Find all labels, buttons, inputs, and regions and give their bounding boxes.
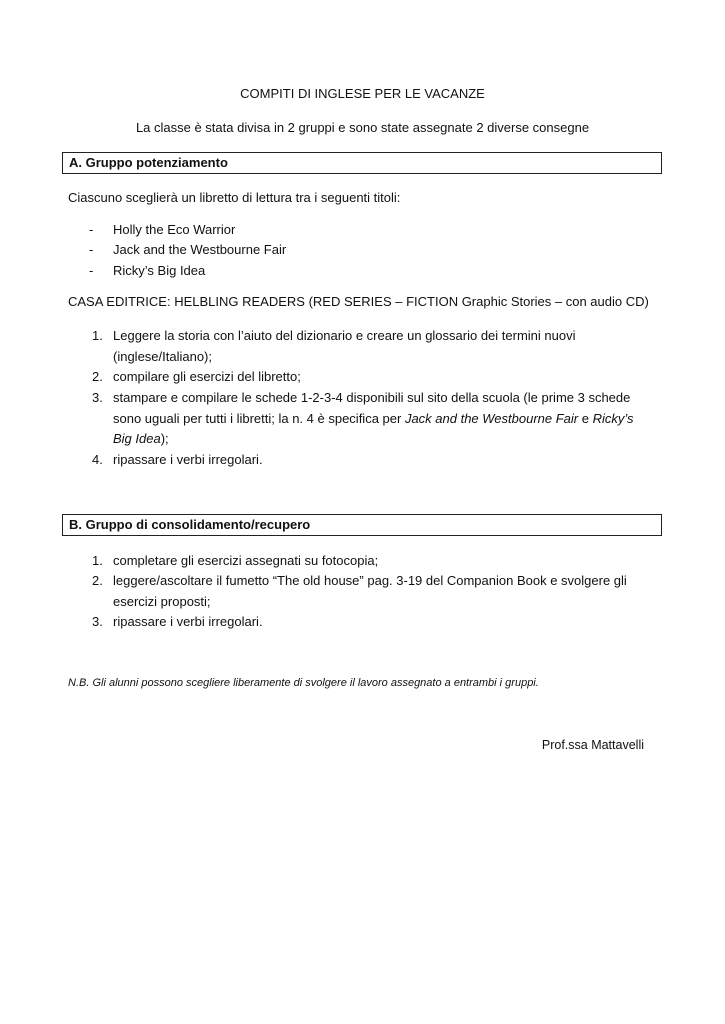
book-title-item: Holly the Eco Warrior bbox=[113, 222, 236, 237]
list-number: 1. bbox=[92, 328, 103, 343]
list-number: 3. bbox=[92, 614, 103, 629]
book-title-item: Jack and the Westbourne Fair bbox=[113, 242, 287, 257]
list-number: 1. bbox=[92, 553, 103, 568]
task-item: ripassare i verbi irregolari. bbox=[113, 614, 263, 629]
list-number: 4. bbox=[92, 452, 103, 467]
task-text: stampare e compilare le schede 1-2-3-4 disponibili sul sito della scuola (le prime 3 schede sono uguali per tutti i libretti; la n. 4 è specifica per bbox=[113, 390, 631, 426]
footnote: N.B. Gli alunni possono scegliere liberamente di svolgere il lavoro assegnato a entrambi i gruppi. bbox=[68, 677, 539, 689]
task-text: e bbox=[578, 410, 593, 426]
book-title-italic: Ricky’s Big Idea bbox=[113, 410, 634, 446]
task-item bbox=[113, 388, 648, 450]
task-item: Leggere la storia con l’aiuto del dizionario e creare un glossario dei termini nuovi (inglese/Italiano); bbox=[113, 328, 576, 364]
bullet-dash: - bbox=[89, 263, 94, 278]
task-item: ripassare i verbi irregolari. bbox=[113, 452, 263, 467]
task-text: ); bbox=[160, 431, 169, 446]
page-subtitle: La classe è stata divisa in 2 gruppi e sono state assegnate 2 diverse consegne bbox=[135, 120, 590, 135]
bullet-dash: - bbox=[89, 242, 94, 257]
list-number: 2. bbox=[92, 369, 103, 384]
page-title: COMPITI DI INGLESE PER LE VACANZE bbox=[240, 86, 485, 101]
book-title-item: Ricky’s Big Idea bbox=[113, 263, 206, 278]
book-title-italic: Jack and the Westbourne Fair bbox=[404, 410, 579, 426]
section-a-intro: Ciascuno sceglierà un libretto di lettura tra i seguenti titoli: bbox=[68, 190, 401, 205]
section-b-heading: B. Gruppo di consolidamento/recupero bbox=[62, 514, 662, 536]
bullet-dash: - bbox=[89, 222, 94, 237]
task-item: leggere/ascoltare il fumetto “The old house” pag. 3-19 del Companion Book e svolgere gli esercizi proposti; bbox=[113, 573, 627, 609]
list-number: 3. bbox=[92, 390, 103, 405]
publisher-line: CASA EDITRICE: HELBLING READERS (RED SERIES – FICTION Graphic Stories – con audio CD) bbox=[68, 294, 649, 309]
signature: Prof.ssa Mattavelli bbox=[541, 738, 644, 752]
list-number: 2. bbox=[92, 573, 103, 588]
task-item: compilare gli esercizi del libretto; bbox=[113, 369, 301, 384]
task-item: completare gli esercizi assegnati su fotocopia; bbox=[113, 553, 379, 568]
section-a-heading: A. Gruppo potenziamento bbox=[62, 152, 662, 174]
